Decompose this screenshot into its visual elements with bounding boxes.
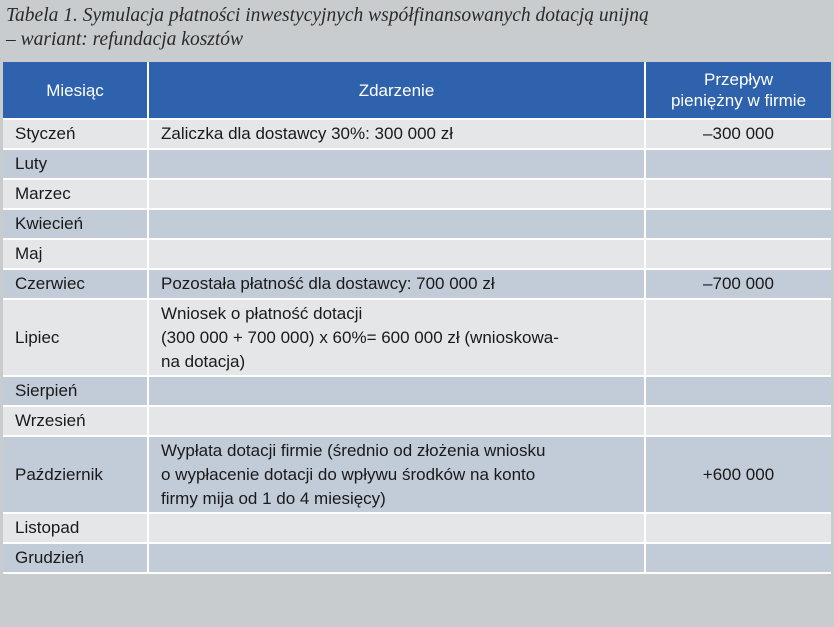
month-cell: Maj xyxy=(3,239,148,269)
table-row-luty xyxy=(3,149,831,179)
month-cell: Lipiec xyxy=(3,299,148,376)
event-line: (300 000 + 700 000) x 60%= 600 000 zł (wnioskowa- xyxy=(161,327,559,347)
event-cell xyxy=(148,543,645,573)
caption-line-1: Tabela 1. Symulacja płatności inwestycyjnych współfinansowanych dotacją unijną xyxy=(6,5,649,26)
month-cell: Grudzień xyxy=(3,543,148,573)
header-cashflow-line-1: Przepływ xyxy=(704,70,773,89)
table-row-pazdziernik xyxy=(3,436,831,513)
header-month: Miesiąc xyxy=(3,62,148,119)
event-cell xyxy=(148,269,645,299)
cashflow-cell xyxy=(645,149,831,179)
table-row-czerwiec xyxy=(3,269,831,299)
caption-line-2: – wariant: refundacja kosztów xyxy=(6,29,244,50)
month-cell: Czerwiec xyxy=(3,269,148,299)
table-row-styczen xyxy=(3,119,831,149)
event-cell xyxy=(148,239,645,269)
payment-simulation-table xyxy=(3,62,831,574)
month-cell: Październik xyxy=(3,436,148,513)
event-line: Pozostała płatność dla dostawcy: 700 000 zł xyxy=(161,274,495,293)
table-caption xyxy=(6,4,826,62)
event-cell xyxy=(148,436,645,513)
event-cell xyxy=(148,513,645,543)
event-line: Zaliczka dla dostawcy 30%: 300 000 zł xyxy=(161,124,453,143)
event-line: na dotacja) xyxy=(161,351,246,371)
cashflow-cell xyxy=(645,179,831,209)
table-row-lipiec xyxy=(3,299,831,376)
month-cell: Luty xyxy=(3,149,148,179)
event-line: Wypłata dotacji firmie (średnio od złożenia wniosku xyxy=(161,440,546,460)
event-cell xyxy=(148,179,645,209)
event-cell xyxy=(148,119,645,149)
cashflow-cell xyxy=(645,543,831,573)
table-row-grudzien xyxy=(3,543,831,573)
cashflow-cell xyxy=(645,209,831,239)
table-row-listopad xyxy=(3,513,831,543)
cashflow-cell xyxy=(645,239,831,269)
header-cashflow-line-2: pieniężny w firmie xyxy=(670,91,807,110)
cashflow-cell xyxy=(645,513,831,543)
month-cell: Listopad xyxy=(3,513,148,543)
event-cell xyxy=(148,299,645,376)
table-row-kwiecien xyxy=(3,209,831,239)
cashflow-cell xyxy=(645,299,831,376)
header-cashflow xyxy=(645,62,831,119)
cashflow-cell: +600 000 xyxy=(645,436,831,513)
cashflow-cell: –700 000 xyxy=(645,269,831,299)
event-cell xyxy=(148,149,645,179)
cashflow-cell xyxy=(645,406,831,436)
event-cell xyxy=(148,406,645,436)
event-line: o wypłacenie dotacji do wpływu środków na konto xyxy=(161,464,536,484)
table-row-maj xyxy=(3,239,831,269)
cashflow-cell: –300 000 xyxy=(645,119,831,149)
header-row xyxy=(3,62,831,119)
event-line: firmy mija od 1 do 4 miesięcy) xyxy=(161,488,386,508)
table-row-sierpien xyxy=(3,376,831,406)
header-event: Zdarzenie xyxy=(148,62,645,119)
month-cell: Marzec xyxy=(3,179,148,209)
month-cell: Styczeń xyxy=(3,119,148,149)
event-cell xyxy=(148,209,645,239)
table-row-wrzesien xyxy=(3,406,831,436)
event-line: Wniosek o płatność dotacji xyxy=(161,303,363,323)
cashflow-cell xyxy=(645,376,831,406)
month-cell: Wrzesień xyxy=(3,406,148,436)
event-cell xyxy=(148,376,645,406)
month-cell: Sierpień xyxy=(3,376,148,406)
table-row-marzec xyxy=(3,179,831,209)
month-cell: Kwiecień xyxy=(3,209,148,239)
